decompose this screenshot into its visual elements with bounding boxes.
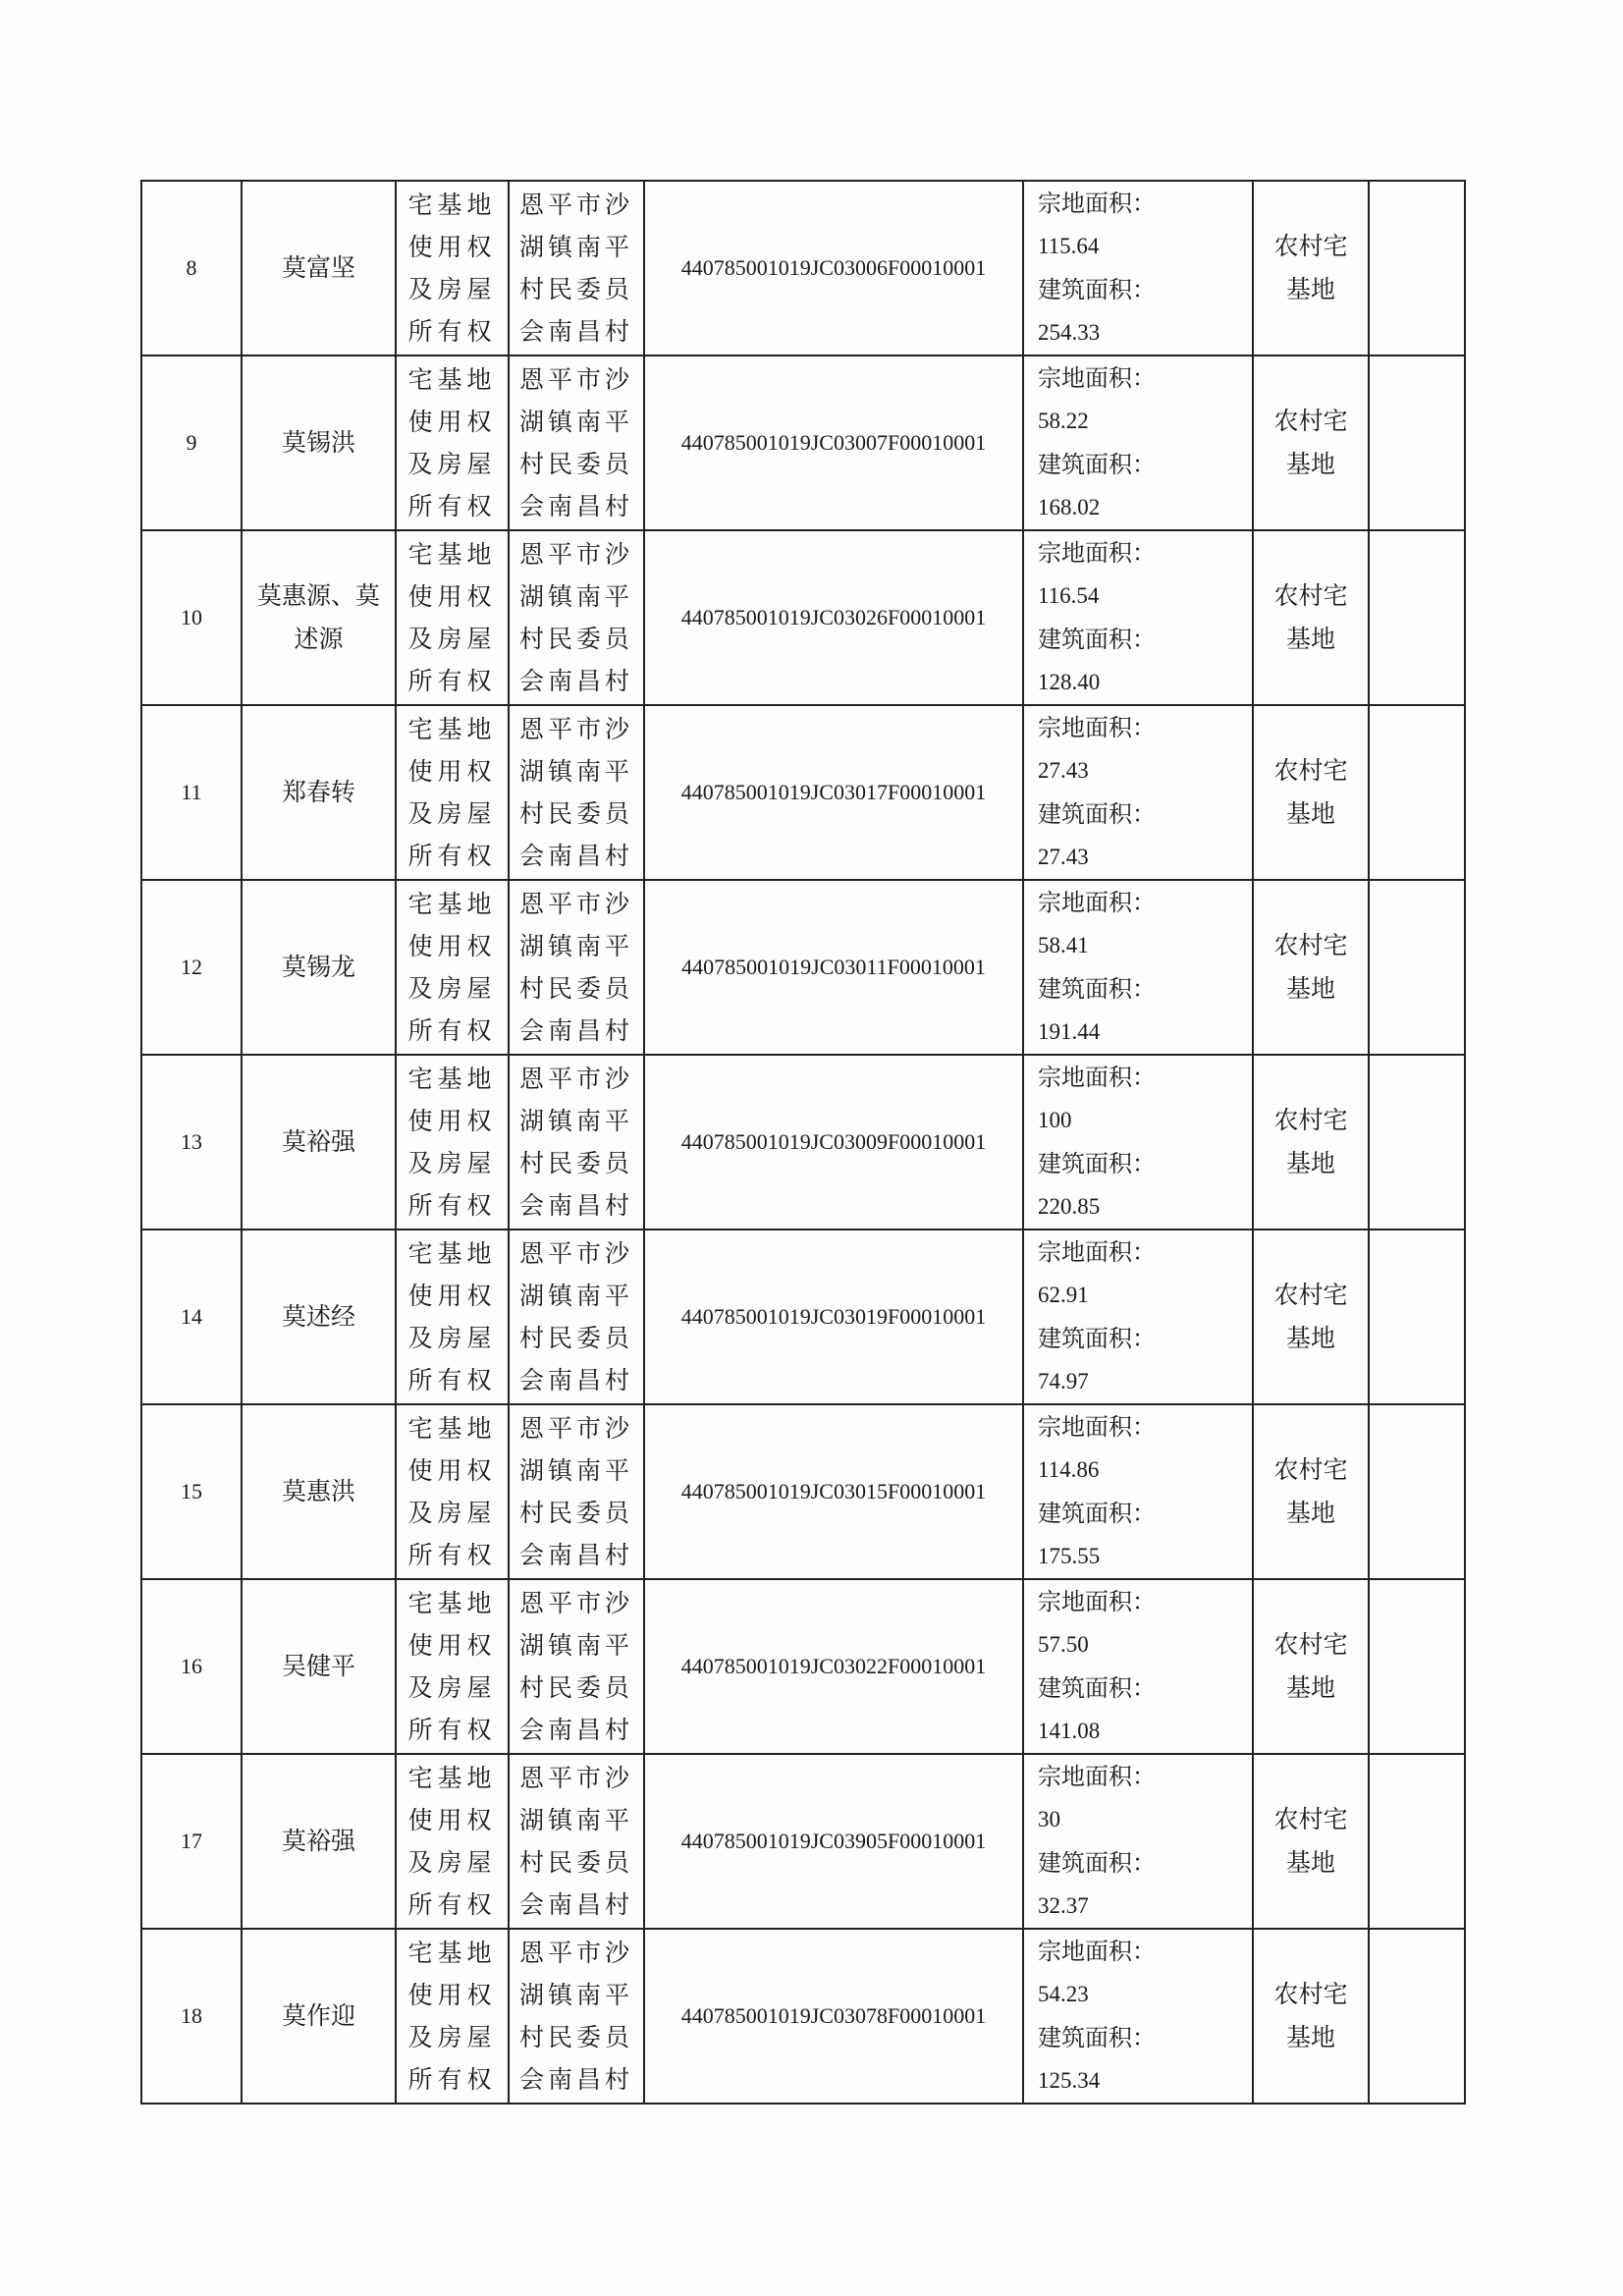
location-line: 村民委员 — [518, 275, 633, 303]
right-type-line: 及房屋 — [407, 450, 497, 478]
right-type-line: 宅基地 — [407, 540, 497, 569]
row-number: 12 — [141, 880, 242, 1055]
right-type-line: 使用权 — [407, 1806, 497, 1834]
table-row — [141, 1929, 1465, 2104]
land-area-label: 宗地面积： — [1038, 1413, 1156, 1441]
row-number: 9 — [141, 355, 242, 530]
land-use-line: 基地 — [1285, 1499, 1335, 1527]
land-area-value: 57.50 — [1038, 1632, 1089, 1657]
building-area-label: 建筑面积： — [1038, 451, 1156, 478]
building-area-value: 32.37 — [1038, 1893, 1089, 1918]
location-line: 湖镇南平 — [518, 408, 633, 436]
right-type-line: 宅基地 — [407, 1239, 497, 1268]
location-line: 村民委员 — [518, 1848, 633, 1877]
location-line: 村民委员 — [518, 1499, 633, 1527]
right-type — [396, 530, 509, 705]
land-area-label: 宗地面积： — [1038, 1938, 1156, 1965]
table-row — [141, 1230, 1465, 1404]
building-area-value: 128.40 — [1038, 670, 1101, 694]
owner-name: 莫裕强 — [242, 1754, 396, 1929]
land-use — [1253, 181, 1369, 355]
right-type-line: 宅基地 — [407, 715, 497, 743]
area — [1023, 530, 1253, 705]
location-line: 恩平市沙 — [518, 890, 633, 918]
owner-name: 莫作迎 — [242, 1929, 396, 2104]
remarks — [1369, 530, 1465, 705]
right-type-line: 及房屋 — [407, 1673, 497, 1702]
right-type-line: 使用权 — [407, 757, 497, 786]
unit-code: 440785001019JC03026F00010001 — [644, 530, 1023, 705]
land-area-value: 114.86 — [1038, 1457, 1100, 1482]
right-type-line: 及房屋 — [407, 1149, 497, 1177]
location-line: 会南昌村 — [518, 1366, 633, 1394]
building-area-label: 建筑面积： — [1038, 1674, 1156, 1702]
land-use — [1253, 880, 1369, 1055]
remarks — [1369, 1579, 1465, 1754]
unit-code: 440785001019JC03006F00010001 — [644, 181, 1023, 355]
land-area-line — [1038, 1930, 1252, 2016]
location-line: 恩平市沙 — [518, 365, 633, 394]
land-use-line: 基地 — [1285, 1324, 1335, 1352]
land-area-value: 58.22 — [1038, 409, 1089, 433]
land-area-value: 58.41 — [1038, 933, 1089, 957]
land-area-label: 宗地面积： — [1038, 1763, 1156, 1790]
right-type-line: 所有权 — [407, 1366, 497, 1394]
land-use — [1253, 1754, 1369, 1929]
building-area-value: 74.97 — [1038, 1369, 1089, 1394]
land-use — [1253, 355, 1369, 530]
remarks — [1369, 355, 1465, 530]
right-type — [396, 880, 509, 1055]
building-area-value: 191.44 — [1038, 1019, 1101, 1044]
building-area-value: 141.08 — [1038, 1719, 1101, 1743]
land-use-line: 农村宅 — [1273, 1630, 1348, 1659]
land-area-value: 30 — [1038, 1807, 1060, 1831]
row-number: 13 — [141, 1055, 242, 1230]
right-type-line: 及房屋 — [407, 974, 497, 1003]
land-area-value: 100 — [1038, 1108, 1072, 1132]
location-line: 湖镇南平 — [518, 582, 633, 611]
row-number: 8 — [141, 181, 242, 355]
area — [1023, 181, 1253, 355]
land-area-line — [1038, 1230, 1252, 1317]
owner-name: 莫富坚 — [242, 181, 396, 355]
land-use-line: 农村宅 — [1273, 1980, 1348, 2008]
remarks — [1369, 1404, 1465, 1579]
location-line: 湖镇南平 — [518, 1107, 633, 1135]
remarks — [1369, 705, 1465, 880]
location-line: 村民委员 — [518, 799, 633, 828]
location-line: 会南昌村 — [518, 317, 633, 346]
owner-name: 莫裕强 — [242, 1055, 396, 1230]
right-type-line: 宅基地 — [407, 191, 497, 219]
land-area-label: 宗地面积： — [1038, 364, 1156, 392]
land-use — [1253, 1579, 1369, 1754]
land-use — [1253, 705, 1369, 880]
owner-name — [242, 530, 396, 705]
building-area-label: 建筑面积： — [1038, 1849, 1156, 1877]
table-row — [141, 1579, 1465, 1754]
location-line: 会南昌村 — [518, 842, 633, 870]
land-use-line: 农村宅 — [1273, 1805, 1348, 1833]
location-line: 会南昌村 — [518, 2065, 633, 2094]
area — [1023, 1230, 1253, 1404]
location — [509, 1579, 644, 1754]
land-use-line: 农村宅 — [1273, 931, 1348, 959]
land-use-line: 基地 — [1285, 625, 1335, 653]
land-use-line: 农村宅 — [1273, 232, 1348, 260]
location-line: 湖镇南平 — [518, 1806, 633, 1834]
building-area-label: 建筑面积： — [1038, 1325, 1156, 1352]
remarks — [1369, 880, 1465, 1055]
location-line: 恩平市沙 — [518, 1764, 633, 1792]
right-type-line: 所有权 — [407, 2065, 497, 2094]
right-type — [396, 1929, 509, 2104]
land-use — [1253, 1404, 1369, 1579]
location-line: 会南昌村 — [518, 1191, 633, 1220]
unit-code: 440785001019JC03019F00010001 — [644, 1230, 1023, 1404]
row-number: 16 — [141, 1579, 242, 1754]
land-use — [1253, 1929, 1369, 2104]
land-use-line: 农村宅 — [1273, 1455, 1348, 1484]
location — [509, 181, 644, 355]
building-area-label: 建筑面积： — [1038, 2024, 1156, 2051]
building-area-line — [1038, 967, 1252, 1054]
land-area-line — [1038, 1056, 1252, 1142]
building-area-label: 建筑面积： — [1038, 1150, 1156, 1177]
land-area-label: 宗地面积： — [1038, 1588, 1156, 1615]
location-line: 恩平市沙 — [518, 1239, 633, 1268]
right-type — [396, 1579, 509, 1754]
location-line: 村民委员 — [518, 1673, 633, 1702]
right-type-line: 宅基地 — [407, 1764, 497, 1792]
land-use-line: 农村宅 — [1273, 581, 1348, 610]
right-type-line: 使用权 — [407, 582, 497, 611]
land-area-line — [1038, 881, 1252, 967]
remarks — [1369, 1055, 1465, 1230]
building-area-line — [1038, 1317, 1252, 1403]
land-area-line — [1038, 356, 1252, 443]
location — [509, 355, 644, 530]
land-use — [1253, 1230, 1369, 1404]
unit-code: 440785001019JC03011F00010001 — [644, 880, 1023, 1055]
land-use-line: 基地 — [1285, 450, 1335, 478]
table-row — [141, 705, 1465, 880]
location-line: 会南昌村 — [518, 1890, 633, 1919]
right-type-line: 及房屋 — [407, 625, 497, 653]
right-type-line: 使用权 — [407, 1282, 497, 1310]
right-type-line: 使用权 — [407, 233, 497, 261]
right-type-line: 所有权 — [407, 1890, 497, 1919]
table-row — [141, 181, 1465, 355]
area — [1023, 1055, 1253, 1230]
land-area-line — [1038, 1580, 1252, 1667]
right-type-line: 及房屋 — [407, 1324, 497, 1352]
table-row — [141, 1754, 1465, 1929]
right-type-line: 所有权 — [407, 842, 497, 870]
location-line: 村民委员 — [518, 625, 633, 653]
building-area-line — [1038, 1142, 1252, 1229]
right-type — [396, 705, 509, 880]
land-use — [1253, 530, 1369, 705]
right-type-line: 宅基地 — [407, 1939, 497, 1967]
area — [1023, 1579, 1253, 1754]
location — [509, 705, 644, 880]
building-area-value: 168.02 — [1038, 495, 1101, 519]
owner-name: 莫锡龙 — [242, 880, 396, 1055]
land-area-line — [1038, 1755, 1252, 1841]
land-use-line: 基地 — [1285, 799, 1335, 828]
right-type-line: 宅基地 — [407, 1589, 497, 1617]
right-type — [396, 1754, 509, 1929]
location-line: 村民委员 — [518, 1149, 633, 1177]
land-use-line: 农村宅 — [1273, 1106, 1348, 1134]
right-type-line: 所有权 — [407, 667, 497, 695]
right-type — [396, 181, 509, 355]
land-area-label: 宗地面积： — [1038, 1064, 1156, 1091]
land-area-value: 115.64 — [1038, 234, 1100, 258]
location-line: 村民委员 — [518, 1324, 633, 1352]
unit-code: 440785001019JC03015F00010001 — [644, 1404, 1023, 1579]
owner-name: 郑春转 — [242, 705, 396, 880]
owner-name: 莫述经 — [242, 1230, 396, 1404]
table-row — [141, 880, 1465, 1055]
land-use-line: 基地 — [1285, 2023, 1335, 2051]
location — [509, 1404, 644, 1579]
location-line: 恩平市沙 — [518, 191, 633, 219]
unit-code: 440785001019JC03022F00010001 — [644, 1579, 1023, 1754]
right-type-line: 使用权 — [407, 1107, 497, 1135]
land-use-line: 基地 — [1285, 1848, 1335, 1877]
building-area-line — [1038, 1492, 1252, 1578]
right-type-line: 及房屋 — [407, 799, 497, 828]
location — [509, 1230, 644, 1404]
location-line: 会南昌村 — [518, 1541, 633, 1569]
right-type-line: 所有权 — [407, 1191, 497, 1220]
table-row — [141, 355, 1465, 530]
land-area-value: 54.23 — [1038, 1982, 1089, 2006]
remarks — [1369, 1754, 1465, 1929]
location-line: 恩平市沙 — [518, 1589, 633, 1617]
area — [1023, 1754, 1253, 1929]
area — [1023, 705, 1253, 880]
row-number: 11 — [141, 705, 242, 880]
right-type-line: 所有权 — [407, 492, 497, 520]
building-area-line — [1038, 1667, 1252, 1753]
building-area-label: 建筑面积： — [1038, 800, 1156, 828]
location — [509, 1929, 644, 2104]
location-line: 村民委员 — [518, 450, 633, 478]
land-use-line: 农村宅 — [1273, 407, 1348, 435]
right-type-line: 及房屋 — [407, 1499, 497, 1527]
location-line: 会南昌村 — [518, 667, 633, 695]
land-area-label: 宗地面积： — [1038, 1238, 1156, 1266]
building-area-value: 254.33 — [1038, 320, 1101, 345]
right-type-line: 所有权 — [407, 1716, 497, 1744]
right-type-line: 宅基地 — [407, 365, 497, 394]
location-line: 恩平市沙 — [518, 1414, 633, 1443]
unit-code: 440785001019JC03017F00010001 — [644, 705, 1023, 880]
land-area-label: 宗地面积： — [1038, 539, 1156, 567]
location-line: 村民委员 — [518, 2023, 633, 2051]
unit-code: 440785001019JC03905F00010001 — [644, 1754, 1023, 1929]
location-line: 恩平市沙 — [518, 540, 633, 569]
building-area-value: 27.43 — [1038, 845, 1089, 869]
owner-name: 莫惠洪 — [242, 1404, 396, 1579]
building-area-value: 175.55 — [1038, 1544, 1101, 1568]
land-area-line — [1038, 531, 1252, 618]
right-type-line: 宅基地 — [407, 1065, 497, 1093]
land-area-label: 宗地面积： — [1038, 714, 1156, 741]
land-area-label: 宗地面积： — [1038, 889, 1156, 916]
location — [509, 880, 644, 1055]
right-type-line: 及房屋 — [407, 275, 497, 303]
right-type-line: 使用权 — [407, 1456, 497, 1485]
owner-name: 莫锡洪 — [242, 355, 396, 530]
right-type-line: 使用权 — [407, 932, 497, 960]
location-line: 恩平市沙 — [518, 1065, 633, 1093]
building-area-line — [1038, 618, 1252, 704]
area — [1023, 355, 1253, 530]
table-row — [141, 1055, 1465, 1230]
row-number: 15 — [141, 1404, 242, 1579]
right-type — [396, 1230, 509, 1404]
location-line: 恩平市沙 — [518, 1939, 633, 1967]
location-line: 湖镇南平 — [518, 1282, 633, 1310]
location-line: 湖镇南平 — [518, 932, 633, 960]
land-use-line: 基地 — [1285, 1673, 1335, 1702]
location — [509, 1754, 644, 1929]
right-type-line: 使用权 — [407, 408, 497, 436]
location-line: 湖镇南平 — [518, 757, 633, 786]
location — [509, 530, 644, 705]
right-type-line: 所有权 — [407, 1016, 497, 1045]
location-line: 湖镇南平 — [518, 233, 633, 261]
table-row — [141, 530, 1465, 705]
land-area-value: 62.91 — [1038, 1283, 1089, 1307]
right-type-line: 及房屋 — [407, 2023, 497, 2051]
land-area-value: 27.43 — [1038, 758, 1089, 783]
building-area-line — [1038, 793, 1252, 879]
table-row — [141, 1404, 1465, 1579]
right-type-line: 所有权 — [407, 1541, 497, 1569]
right-type — [396, 1055, 509, 1230]
unit-code: 440785001019JC03009F00010001 — [644, 1055, 1023, 1230]
building-area-label: 建筑面积： — [1038, 975, 1156, 1003]
location-line: 村民委员 — [518, 974, 633, 1003]
table-body — [141, 181, 1465, 2104]
land-use-line: 农村宅 — [1273, 756, 1348, 785]
right-type — [396, 355, 509, 530]
unit-code: 440785001019JC03007F00010001 — [644, 355, 1023, 530]
land-use-line: 基地 — [1285, 1149, 1335, 1177]
location-line: 会南昌村 — [518, 1716, 633, 1744]
building-area-value: 125.34 — [1038, 2068, 1101, 2093]
right-type-line: 宅基地 — [407, 890, 497, 918]
building-area-label: 建筑面积： — [1038, 626, 1156, 653]
land-use-line: 农村宅 — [1273, 1281, 1348, 1309]
land-area-label: 宗地面积： — [1038, 190, 1156, 217]
right-type-line: 及房屋 — [407, 1848, 497, 1877]
area — [1023, 1404, 1253, 1579]
owner-name-line: 述源 — [294, 625, 344, 653]
building-area-value: 220.85 — [1038, 1194, 1101, 1219]
unit-code: 440785001019JC03078F00010001 — [644, 1929, 1023, 2104]
building-area-line — [1038, 443, 1252, 529]
right-type-line: 使用权 — [407, 1631, 497, 1660]
owner-name: 吴健平 — [242, 1579, 396, 1754]
remarks — [1369, 1929, 1465, 2104]
row-number: 18 — [141, 1929, 242, 2104]
right-type-line: 宅基地 — [407, 1414, 497, 1443]
building-area-label: 建筑面积： — [1038, 276, 1156, 303]
area — [1023, 1929, 1253, 2104]
right-type-line: 使用权 — [407, 1981, 497, 2009]
land-use — [1253, 1055, 1369, 1230]
location-line: 恩平市沙 — [518, 715, 633, 743]
location-line: 湖镇南平 — [518, 1456, 633, 1485]
location-line: 会南昌村 — [518, 492, 633, 520]
right-type — [396, 1404, 509, 1579]
remarks — [1369, 181, 1465, 355]
row-number: 10 — [141, 530, 242, 705]
location — [509, 1055, 644, 1230]
area — [1023, 880, 1253, 1055]
land-area-line — [1038, 706, 1252, 793]
land-area-value: 116.54 — [1038, 583, 1100, 608]
building-area-line — [1038, 1841, 1252, 1928]
land-use-line: 基地 — [1285, 275, 1335, 303]
property-rights-table — [140, 180, 1466, 2105]
location-line: 湖镇南平 — [518, 1981, 633, 2009]
building-area-line — [1038, 2016, 1252, 2103]
remarks — [1369, 1230, 1465, 1404]
owner-name-line: 莫惠源、莫 — [256, 581, 380, 610]
land-area-line — [1038, 182, 1252, 268]
land-area-line — [1038, 1405, 1252, 1492]
location-line: 会南昌村 — [518, 1016, 633, 1045]
building-area-label: 建筑面积： — [1038, 1500, 1156, 1527]
row-number: 17 — [141, 1754, 242, 1929]
right-type-line: 所有权 — [407, 317, 497, 346]
location-line: 湖镇南平 — [518, 1631, 633, 1660]
land-use-line: 基地 — [1285, 974, 1335, 1003]
row-number: 14 — [141, 1230, 242, 1404]
building-area-line — [1038, 268, 1252, 355]
